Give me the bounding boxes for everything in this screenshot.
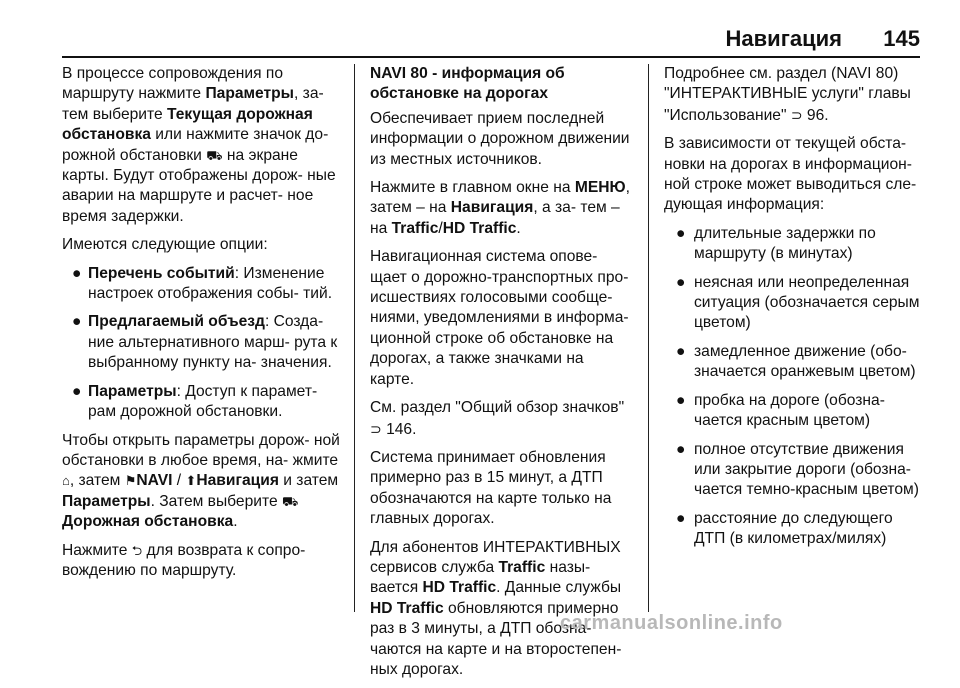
paragraph: Чтобы открыть параметры дорож- ной обстановки в любое время, на- жмите ⌂, затем ⚑NAVI / ⬆Навигация и затем Параметры. Затем выберите ⛟Дорожная обстановка. (62, 431, 340, 531)
bullet-icon: ● (676, 273, 686, 291)
section-title: Навигация (725, 26, 842, 51)
bullet-icon: ● (676, 391, 686, 409)
bullet-icon: ● (72, 313, 82, 331)
header-rule (62, 56, 920, 58)
list-item: ● Предлагаемый объезд: Созда- ние альтернативного марш- рута к выбранному пункту на- значения. (72, 313, 338, 372)
paragraph: В зависимости от текущей обста- новки на дорогах в информацион- ной строке может выводиться сле- дующая информация: (664, 135, 917, 214)
cross-reference-icon: ⊃ (370, 420, 382, 437)
cross-reference-icon: ⊃ (790, 106, 803, 123)
list-item: ● неясная или неопределенная ситуация (обозначается серым цветом) (676, 273, 920, 332)
bullet-icon: ● (676, 509, 686, 527)
list-item: ● пробка на дороге (обозна- чается красным цветом) (676, 391, 885, 430)
paragraph: См. раздел "Общий обзор значков" ⊃ 146. (370, 399, 625, 438)
bullet-icon: ● (676, 224, 686, 242)
paragraph: Обеспечивает прием последней информации о дорожном движении из местных источников. (370, 109, 630, 168)
bullet-icon: ● (72, 382, 82, 400)
menu-term: Текущая дорожная обстановка (62, 105, 313, 144)
list-item: ● полное отсутствие движения или закрытие дороги (обозна- чается темно-красным цветом) (676, 440, 919, 499)
home-icon: ⌂ (62, 473, 70, 489)
column-divider-2 (648, 64, 649, 612)
info-list (664, 224, 926, 550)
list-item: ● длительные задержки по маршруту (в минутах) (676, 224, 876, 263)
column-3 (664, 64, 926, 558)
paragraph: Нажмите в главном окне на МЕНЮ, затем – на Навигация, а за- тем – на Traffic/HD Traffic. (370, 179, 630, 237)
flag-icon: ⚑ (124, 473, 137, 489)
paragraph: Имеются следующие опции: (62, 236, 268, 254)
section-heading: NAVI 80 - информация об обстановке на дорогах (370, 65, 565, 103)
back-icon: ⮌ (131, 542, 143, 558)
paragraph: Для абонентов ИНТЕРАКТИВНЫХ сервисов служба Traffic назы- вается HD Traffic. Данные службы HD Traffic обновляются примерно раз в 3 минуты, а ДТП обозна- чаются на карте и на второстепен- ных дорогах. (370, 538, 622, 678)
bullet-icon: ● (676, 440, 686, 458)
paragraph: Подробнее см. раздел (NAVI 80) "ИНТЕРАКТИВНЫЕ услуги" главы "Использование" ⊃ 96. (664, 65, 911, 124)
navigation-icon: ⬆ (185, 473, 197, 489)
column-1 (62, 64, 344, 589)
column-2 (370, 64, 632, 688)
bullet-icon: ● (72, 264, 82, 282)
bullet-icon: ● (676, 342, 686, 360)
menu-term: Параметры (205, 85, 294, 103)
paragraph: Нажмите ⮌ для возврата к сопро- вождению по маршруту. (62, 541, 306, 579)
paragraph: В процессе сопровождения по маршруту нажмите Параметры, за- тем выберите Текущая дорожная обстановка или нажмите значок до- рожной обстановки ⛟ на экране карты. Будут отображены дорож- ные аварии на маршруте и расчет- ное время задержки. (62, 65, 336, 225)
paragraph: Навигационная система опове- щает о дорожно-транспортных про- исшествиях голосовыми сообще- ниями, уведомлениями в информа- ционной строке об обстановке на дорогах, а также значками на карте. (370, 248, 629, 388)
list-item: ● Перечень событий: Изменение настроек отображения собы- тий. (72, 264, 333, 303)
page-header (0, 0, 960, 56)
traffic-icon: ⛟ (281, 493, 299, 509)
paragraph: Система принимает обновления примерно раз в 15 минут, а ДТП обозначаются на карте только на главных дорогах. (370, 448, 612, 528)
list-item: ● замедленное движение (обо- значается оранжевым цветом) (676, 342, 916, 381)
list-item: ● Параметры: Доступ к парамет- рам дорожной обстановки. (72, 382, 318, 421)
list-item: ● расстояние до следующего ДТП (в километрах/милях) (676, 509, 893, 548)
watermark: carmanualsonline.info (560, 612, 783, 634)
column-divider-1 (354, 64, 355, 612)
page-number: 145 (883, 26, 920, 51)
traffic-icon: ⛟ (206, 147, 223, 163)
options-list (62, 264, 344, 423)
